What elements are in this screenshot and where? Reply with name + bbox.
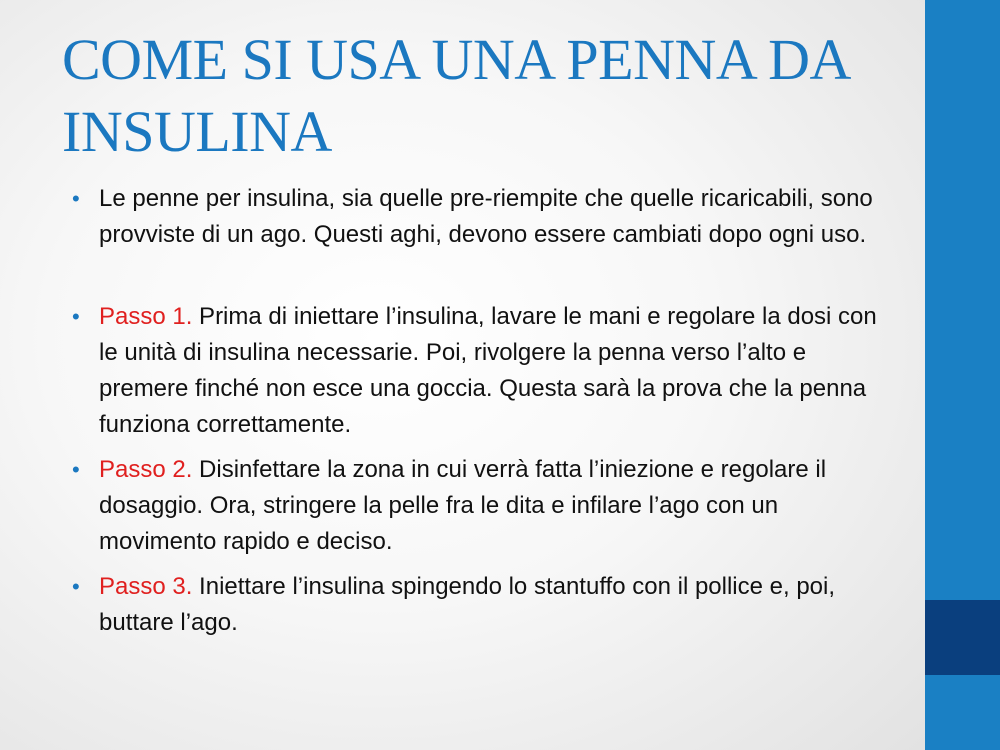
bullet-step-1 [70,299,885,443]
bullet-text: Disinfettare la zona in cui verrà fatta l’iniezione e regolare il dosaggio. Ora, stringere la pelle fra le dita e infilare l’ago con un movimento rapido e deciso. [99,456,827,555]
bullet-list [70,181,885,650]
bullet-step-2 [70,452,885,560]
bullet-text: Le penne per insulina, sia quelle pre-riempite che quelle ricaricabili, sono provviste di un ago. Questi aghi, devono essere cambiati dopo ogni uso. [99,185,873,248]
bullet-step-3 [70,569,885,641]
step-label: Passo 3. [99,573,193,600]
bullet-text: Prima di iniettare l’insulina, lavare le mani e regolare la dosi con le unità di insulina necessarie. Poi, rivolgere la penna verso l’alto e premere finché non esce una goccia. Questa sarà la prova che la penna funziona correttamente. [99,303,877,438]
bullet-dot-icon: • [72,574,80,599]
slide-title: COME SI USA UNA PENNA DA INSULINA [62,27,848,164]
bullet-intro [70,181,885,253]
bullet-text: Iniettare l’insulina spingendo lo stantuffo con il pollice e, poi, buttare l’ago. [99,573,836,636]
bullet-dot-icon: • [72,457,80,482]
bullet-dot-icon: • [72,186,80,211]
step-label: Passo 2. [99,456,193,483]
side-accent-block [925,600,1000,675]
bullet-dot-icon: • [72,304,80,329]
step-label: Passo 1. [99,303,193,330]
